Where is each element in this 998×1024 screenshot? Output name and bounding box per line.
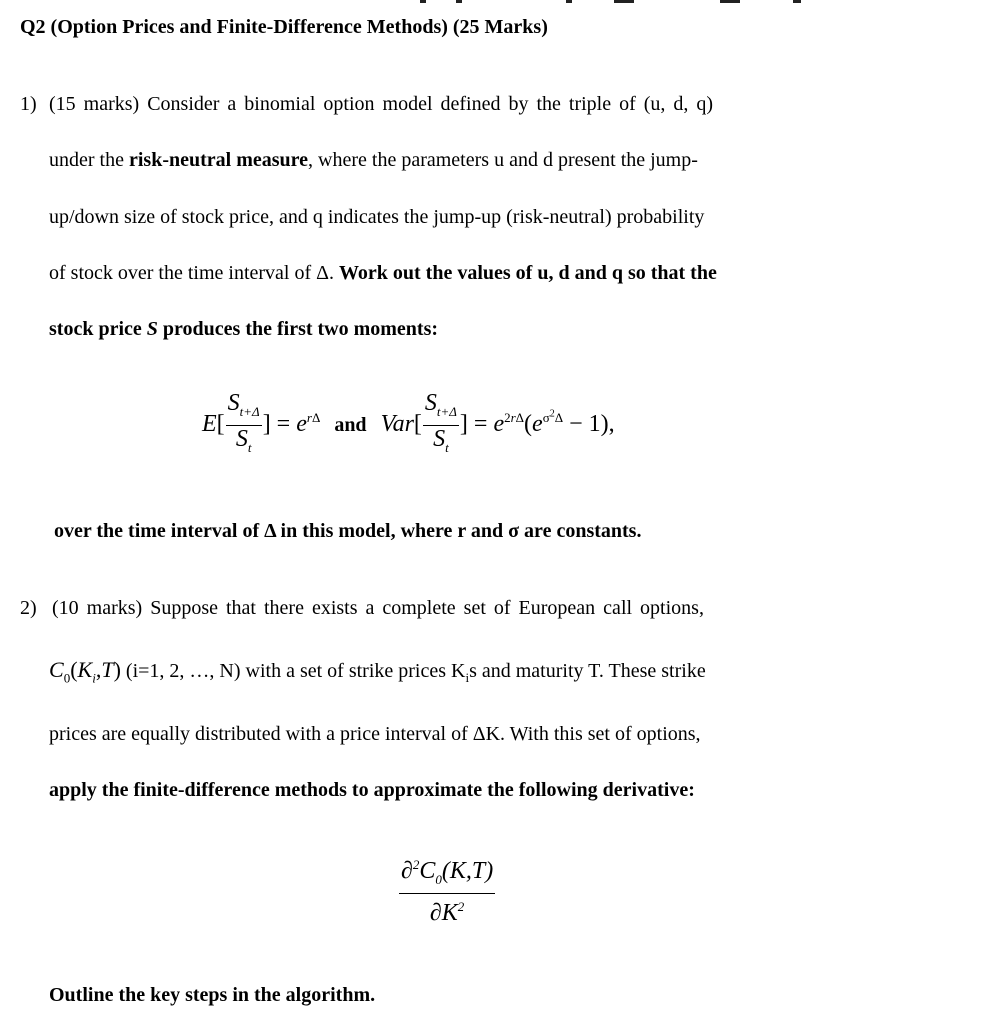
part2-line2: $C_0(K_i,T)$ (i=1, 2, …, N) with a set of strike prices $K_is$ and maturity T. These strike: [49, 657, 706, 686]
part1-line3: up/down size of stock price, and q indicates the jump-up (risk-neutral) probability: [49, 206, 705, 228]
part2-line1: (10 marks) Suppose that there exists a complete set of European call options,: [52, 597, 704, 619]
part1-after-formula: over the time interval of Δ in this model, where r and σ are constants.: [54, 520, 642, 542]
part1-line1: (15 marks) Consider a binomial option model defined by the triple of (u, d, q): [49, 93, 714, 115]
part1-line5: stock price S produces the first two moments:: [49, 318, 439, 340]
part1-number: 1): [20, 93, 37, 115]
formula-and: and: [334, 413, 367, 436]
part2-number: 2): [20, 597, 37, 619]
derivative-formula: $\frac{\partial^2C_0(K,T)}{\partial K^2}$: [401, 857, 494, 926]
part2-line4: apply the finite-difference methods to approximate the following derivative:: [49, 779, 695, 801]
moments-formula: E[ $\frac{S_{t+\Delta}}{S_t}$ ] = $e^{r\Delta}$ and Var[ $\frac{S_{t+\Delta}}{S_t}$ ] = $e^{2r\Delta}(e^{\sigma^2\Delta} - 1)$,: [202, 390, 615, 455]
top-cutoff-marks: [0, 0, 998, 6]
part1-line4: of stock over the time interval of Δ. Work out the values of u, d and q so that the: [49, 262, 717, 284]
outline-instruction: Outline the key steps in the algorithm.: [49, 984, 376, 1006]
part2-line3: prices are equally distributed with a price interval of ΔK. With this set of options,: [49, 723, 701, 745]
part1-line2: under the risk-neutral measure, where the parameters u and d present the jump-: [49, 149, 698, 171]
question-heading: Q2 (Option Prices and Finite-Difference Methods) (25 Marks): [20, 16, 548, 38]
risk-neutral-term: risk-neutral measure: [128, 149, 309, 171]
